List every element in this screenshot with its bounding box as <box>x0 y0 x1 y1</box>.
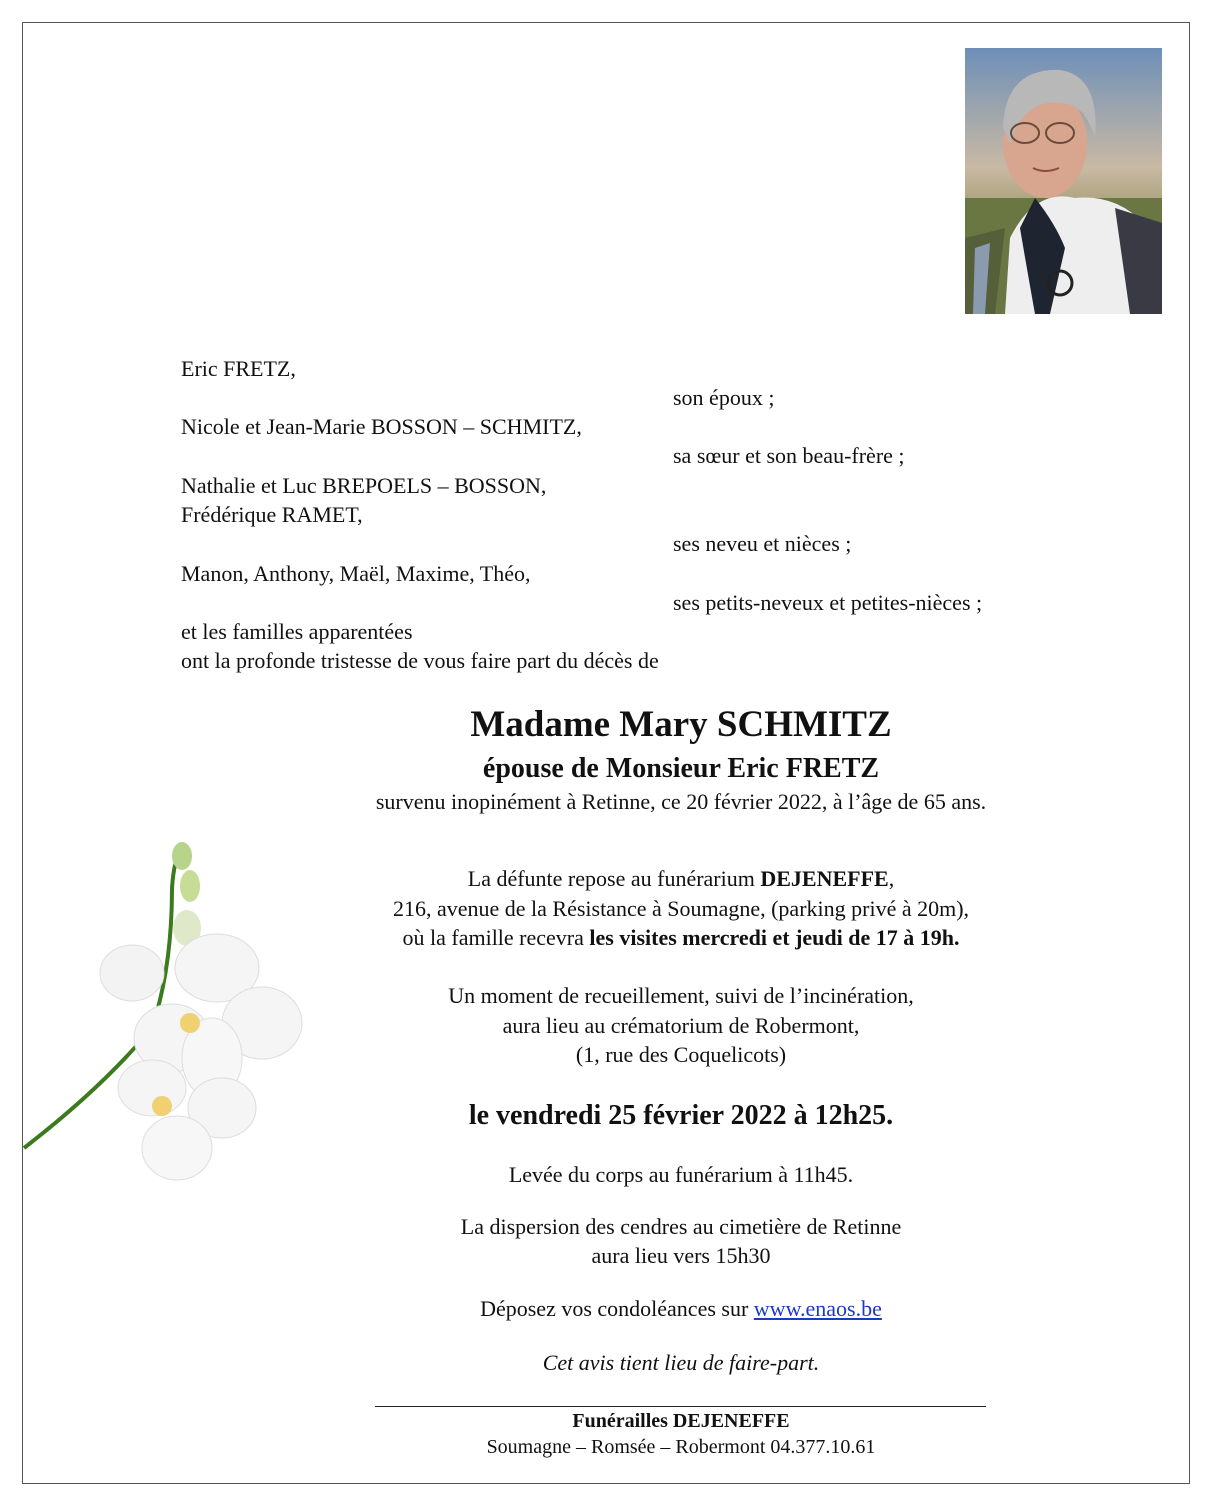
visitation-line-1: La défunte repose au funérarium DEJENEFFE, <box>467 866 895 891</box>
deceased-spouse: épouse de Monsieur Eric FRETZ <box>482 753 880 784</box>
funeral-home-name: DEJENEFFE <box>760 866 889 891</box>
family-relation: ses neveu et nièces ; <box>673 531 852 556</box>
family-line: Manon, Anthony, Maël, Maxime, Théo, <box>181 561 531 586</box>
condolences-link[interactable]: www.enaos.be <box>753 1296 882 1321</box>
dispersion-line: aura lieu vers 15h30 <box>591 1243 771 1268</box>
family-line: Eric FRETZ, <box>181 356 296 381</box>
family-relation: ses petits-neveux et petites-nièces ; <box>673 590 983 615</box>
visitation-line-3 <box>74 923 1214 952</box>
visitation-text: où la famille recevra <box>402 925 590 950</box>
death-info: survenu inopinément à Retinne, ce 20 février 2022, à l’âge de 65 ans. <box>375 789 987 814</box>
family-relation: sa sœur et son beau-frère ; <box>673 443 905 468</box>
footer-locations: Soumagne – Romsée – Robermont 04.377.10.61 <box>486 1436 876 1458</box>
deceased-name: Madame Mary SCHMITZ <box>470 704 892 745</box>
notice-text: Cet avis tient lieu de faire-part. <box>542 1350 820 1375</box>
condolences-line <box>74 1294 1214 1323</box>
visitation-address: 216, avenue de la Résistance à Soumagne, (parking privé à 20m), <box>392 896 970 921</box>
levee-text: Levée du corps au funérarium à 11h45. <box>508 1162 854 1187</box>
footer-company: Funérailles DEJENEFFE <box>572 1410 790 1432</box>
visitation-text: La défunte repose au funérarium <box>467 866 761 891</box>
footer-divider <box>375 1406 986 1407</box>
ceremony-date: le vendredi 25 février 2022 à 12h25. <box>468 1100 894 1131</box>
portrait-photo <box>965 48 1162 314</box>
announcement-line: ont la profonde tristesse de vous faire part du décès de <box>181 648 659 673</box>
family-line: et les familles apparentées <box>181 619 413 644</box>
condolences-text: Déposez vos condoléances sur <box>480 1296 754 1321</box>
family-line: Nathalie et Luc BREPOELS – BOSSON, <box>181 473 547 498</box>
family-line: Nicole et Jean-Marie BOSSON – SCHMITZ, <box>181 414 582 439</box>
family-line: Frédérique RAMET, <box>181 502 363 527</box>
dispersion-line: La dispersion des cendres au cimetière de Retinne <box>460 1214 902 1239</box>
ceremony-line: (1, rue des Coquelicots) <box>575 1042 787 1067</box>
family-relation: son époux ; <box>673 385 775 410</box>
visiting-hours: les visites mercredi et jeudi de 17 à 19h. <box>589 925 960 950</box>
ceremony-line: Un moment de recueillement, suivi de l’incinération, <box>448 983 914 1008</box>
ceremony-line: aura lieu au crématorium de Robermont, <box>502 1013 860 1038</box>
